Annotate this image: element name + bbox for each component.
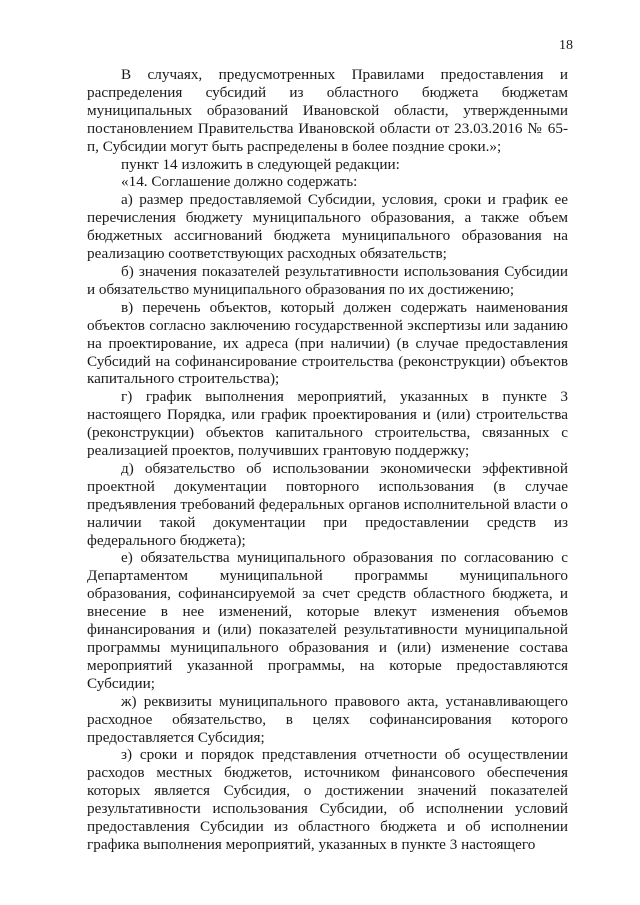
paragraph-item-v: в) перечень объектов, который должен содержать наименования объектов согласно заключению государственной экспертизы или заданию на проектирование, их адреса (при наличии) (в случае предоставления Субсидий на софинансирование строительства (реконструкции) объектов капитального строительства); bbox=[87, 298, 568, 388]
paragraph-item-z: з) сроки и порядок представления отчетности об осуществлении расходов местных бюджетов, источником финансового обеспечения которых является Субсидия, о достижении значений показателей результативности использования Субсидии, об исполнении условий предоставления Субсидии из областного бюджета и об исполнении графика выполнения мероприятий, указанных в пункте 3 настоящего bbox=[87, 746, 568, 853]
paragraph-item-b: б) значения показателей результативности использования Субсидии и обязательство муниципального образования по их достижению; bbox=[87, 262, 568, 298]
document-body bbox=[87, 66, 568, 854]
paragraph-item-d: д) обязательство об использовании экономически эффективной проектной документации повторного использования (в случае предъявления требований федеральных органов исполнительной власти о наличии такой документации при предоставлении средств из федерального бюджета); bbox=[87, 459, 568, 549]
page-number: 18 bbox=[559, 38, 573, 53]
paragraph-item-zh: ж) реквизиты муниципального правового акта, устанавливающего расходное обязательство, в целях софинансирования которого предоставляется Субсидия; bbox=[87, 692, 568, 746]
paragraph-agreement-heading: «14. Соглашение должно содержать: bbox=[121, 173, 358, 191]
paragraph-subsidy-deadlines: В случаях, предусмотренных Правилами предоставления и распределения субсидий из областного бюджета бюджетам муниципальных образований Ивановской области, утвержденными постановлением Правительства Ивановской области от 23.03.2016 № 65-п, Субсидии могут быть распределены в более поздние сроки.»; bbox=[87, 66, 568, 155]
paragraph-item-14-intro: пункт 14 изложить в следующей редакции: bbox=[121, 155, 400, 173]
paragraph-item-g: г) график выполнения мероприятий, указанных в пункте 3 настоящего Порядка, или график проектирования и (или) строительства (реконструкции) объектов капитального строительства, связанных с реализацией проектов, получивших грантовую поддержку; bbox=[87, 388, 568, 460]
paragraph-item-a: а) размер предоставляемой Субсидии, условия, сроки и график ее перечисления бюджету муниципального образования, а также объем бюджетных ассигнований бюджета муниципального образования на реализацию соответствующих расходных обязательств; bbox=[87, 191, 568, 263]
paragraph-item-e: е) обязательства муниципального образования по согласованию с Департаментом муниципальной программы муниципального образования, софинансируемой за счет средств областного бюджета, и внесение в нее изменений, которые влекут изменения объемов финансирования и (или) показателей результативности муниципальной программы муниципального образования и (или) изменение состава мероприятий указанной программы, на которые предоставляются Субсидии; bbox=[87, 549, 568, 692]
